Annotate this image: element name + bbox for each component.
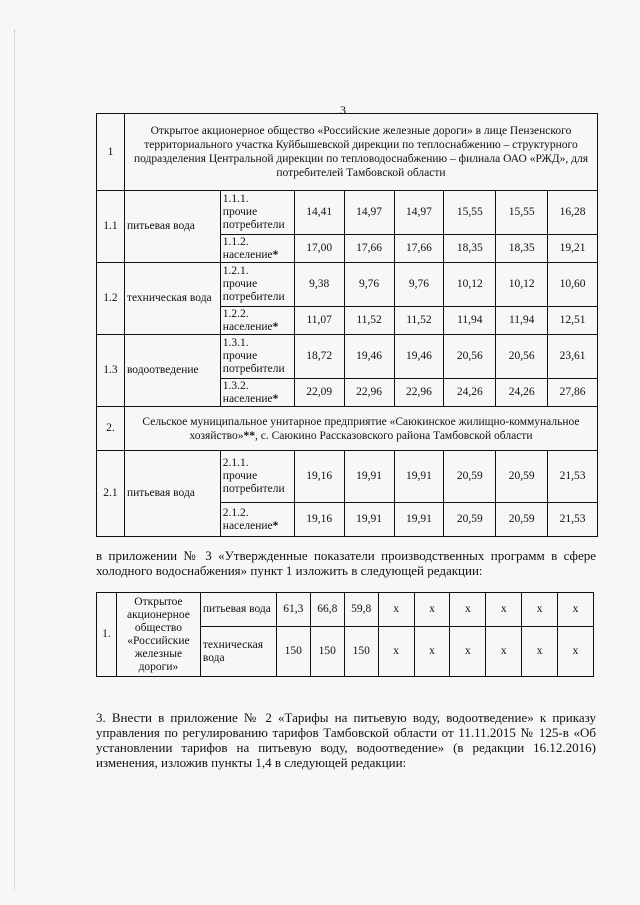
- row-number: 2.1: [97, 451, 125, 537]
- tariff-value: 18,35: [444, 235, 496, 263]
- tariff-value: 11,52: [344, 307, 394, 335]
- tariff-value: 9,76: [344, 263, 394, 307]
- tariff-value: 10,12: [496, 263, 548, 307]
- table-row: [97, 451, 598, 503]
- indicator-value: x: [378, 627, 414, 677]
- tariff-value: 11,07: [294, 307, 344, 335]
- tariff-table: [96, 113, 598, 537]
- paragraph-amendment-1: в приложении № 3 «Утвержденные показатели производственных программ в сфере холодного водоснабжения» пункт 1 изложить в следующей редакции:: [96, 548, 596, 578]
- section-number: 2.: [97, 407, 125, 451]
- tariff-value: 18,72: [294, 335, 344, 379]
- indicator-value: x: [450, 627, 486, 677]
- tariff-value: 14,97: [394, 191, 444, 235]
- indicator-value: x: [522, 627, 558, 677]
- service-name: питьевая вода: [200, 593, 276, 627]
- indicator-value: 150: [276, 627, 310, 677]
- tariff-value: 18,35: [496, 235, 548, 263]
- tariff-value: 19,21: [548, 235, 598, 263]
- indicator-value: x: [522, 593, 558, 627]
- tariff-value: 10,60: [548, 263, 598, 307]
- consumer-category: [220, 335, 294, 379]
- tariff-value: 15,55: [496, 191, 548, 235]
- organization-name: Открытое акционерное общество «Российские железные дороги»: [116, 593, 200, 677]
- tariff-value: 19,16: [294, 451, 344, 503]
- tariff-value: 20,59: [496, 451, 548, 503]
- indicator-value: x: [558, 627, 594, 677]
- tariff-value: 19,91: [344, 503, 394, 537]
- footnote-star: *: [272, 392, 279, 405]
- tariff-value: 20,56: [444, 335, 496, 379]
- tariff-value: 23,61: [548, 335, 598, 379]
- tariff-value: 19,16: [294, 503, 344, 537]
- tariff-value: 17,66: [344, 235, 394, 263]
- tariff-value: 9,76: [394, 263, 444, 307]
- consumer-category: [220, 307, 294, 335]
- indicator-value: x: [486, 627, 522, 677]
- tariff-value: 16,28: [548, 191, 598, 235]
- organization-name: Открытое акционерное общество «Российские железные дороги» в лице Пензенского территориального участка Куйбышевской дирекции по теплоснабжению – структурного подразделения Центральной дирекции по тепловодоснабжению – филиала ОАО «РЖД», для потребителей Тамбовской области: [124, 114, 597, 191]
- tariff-value: 22,09: [294, 379, 344, 407]
- category-code: 1.2.1.: [222, 265, 249, 277]
- footnote-star: *: [272, 248, 279, 261]
- tariff-value: 19,91: [394, 503, 444, 537]
- category-label: население: [222, 248, 273, 261]
- consumer-category: [220, 235, 294, 263]
- category-code: 1.3.1.: [222, 337, 249, 349]
- indicator-value: x: [486, 593, 522, 627]
- row-number: 1.2: [97, 263, 125, 335]
- row-number: 1.3: [97, 335, 125, 407]
- indicator-value: x: [414, 627, 450, 677]
- tariff-value: 15,55: [444, 191, 496, 235]
- indicator-value: x: [450, 593, 486, 627]
- tariff-value: 14,97: [344, 191, 394, 235]
- footnote-star: *: [272, 320, 279, 333]
- category-label: прочие потребители: [222, 278, 285, 303]
- category-code: 2.1.2.: [222, 506, 249, 519]
- tariff-value: 19,91: [344, 451, 394, 503]
- category-code: 1.1.1.: [222, 193, 249, 205]
- paragraph-amendment-3: 3. Внести в приложение № 2 «Тарифы на питьевую воду, водоотведение» к приказу управления по регулированию тарифов Тамбовской области от 11.11.2015 № 125-в «Об установлении тарифов на питьевую воду, водоотведение» (в редакции 16.12.2016) изменения, изложив пункты 1,4 в следующей редакции:: [96, 710, 596, 770]
- tariff-value: 22,96: [344, 379, 394, 407]
- page-number: 3: [340, 103, 346, 117]
- indicator-value: 66,8: [310, 593, 344, 627]
- indicator-value: 150: [344, 627, 378, 677]
- indicator-value: 150: [310, 627, 344, 677]
- tariff-value: 11,94: [444, 307, 496, 335]
- tariff-value: 11,94: [496, 307, 548, 335]
- tariff-value: 20,59: [444, 451, 496, 503]
- category-code: 2.1.1.: [222, 457, 249, 469]
- table-row: [97, 263, 598, 307]
- category-label: прочие потребители: [222, 470, 285, 495]
- category-code: 1.1.2.: [222, 235, 249, 248]
- footnote-star: *: [272, 519, 279, 532]
- tariff-value: 17,00: [294, 235, 344, 263]
- tariff-value: 19,46: [394, 335, 444, 379]
- consumer-category: [220, 379, 294, 407]
- tariff-value: 9,38: [294, 263, 344, 307]
- table-row: [97, 191, 598, 235]
- tariff-value: 20,56: [496, 335, 548, 379]
- consumer-category: [220, 451, 294, 503]
- service-name: водоотведение: [124, 335, 220, 407]
- tariff-value: 24,26: [444, 379, 496, 407]
- service-name: питьевая вода: [124, 191, 220, 263]
- organization-name: Сельское муниципальное унитарное предприятие «Саюкинское жилищно-коммунальное хозяйство»**, с. Саюкино Рассказовского района Тамбовской области: [124, 407, 597, 451]
- tariff-value: 12,51: [548, 307, 598, 335]
- indicator-value: x: [558, 593, 594, 627]
- tariff-value: 24,26: [496, 379, 548, 407]
- service-name: техническая вода: [200, 627, 276, 677]
- tariff-value: 17,66: [394, 235, 444, 263]
- indicator-value: 59,8: [344, 593, 378, 627]
- tariff-value: 22,96: [394, 379, 444, 407]
- section-number: 1: [97, 114, 125, 191]
- category-label: прочие потребители: [222, 350, 285, 375]
- category-label: прочие потребители: [222, 206, 285, 231]
- production-indicators-table: [96, 592, 594, 677]
- service-name: питьевая вода: [124, 451, 220, 537]
- tariff-value: 20,59: [444, 503, 496, 537]
- binding-edge: [14, 30, 21, 890]
- tariff-value: 11,52: [394, 307, 444, 335]
- tariff-value: 14,41: [294, 191, 344, 235]
- table-row: [97, 593, 594, 627]
- row-number: 1.1: [97, 191, 125, 263]
- category-label: население: [222, 320, 273, 333]
- tariff-value: 27,86: [548, 379, 598, 407]
- category-code: 1.3.2.: [222, 379, 249, 392]
- indicator-value: 61,3: [276, 593, 310, 627]
- service-name: техническая вода: [124, 263, 220, 335]
- consumer-category: [220, 503, 294, 537]
- tariff-value: 19,91: [394, 451, 444, 503]
- indicator-value: x: [414, 593, 450, 627]
- tariff-value: 19,46: [344, 335, 394, 379]
- row-number: 1.: [97, 593, 117, 677]
- consumer-category: [220, 191, 294, 235]
- tariff-value: 21,53: [548, 503, 598, 537]
- category-code: 1.2.2.: [222, 307, 249, 320]
- tariff-value: 10,12: [444, 263, 496, 307]
- table-row: [97, 335, 598, 379]
- category-label: население: [222, 519, 273, 532]
- indicator-value: x: [378, 593, 414, 627]
- category-label: население: [222, 392, 273, 405]
- consumer-category: [220, 263, 294, 307]
- tariff-value: 20,59: [496, 503, 548, 537]
- tariff-value: 21,53: [548, 451, 598, 503]
